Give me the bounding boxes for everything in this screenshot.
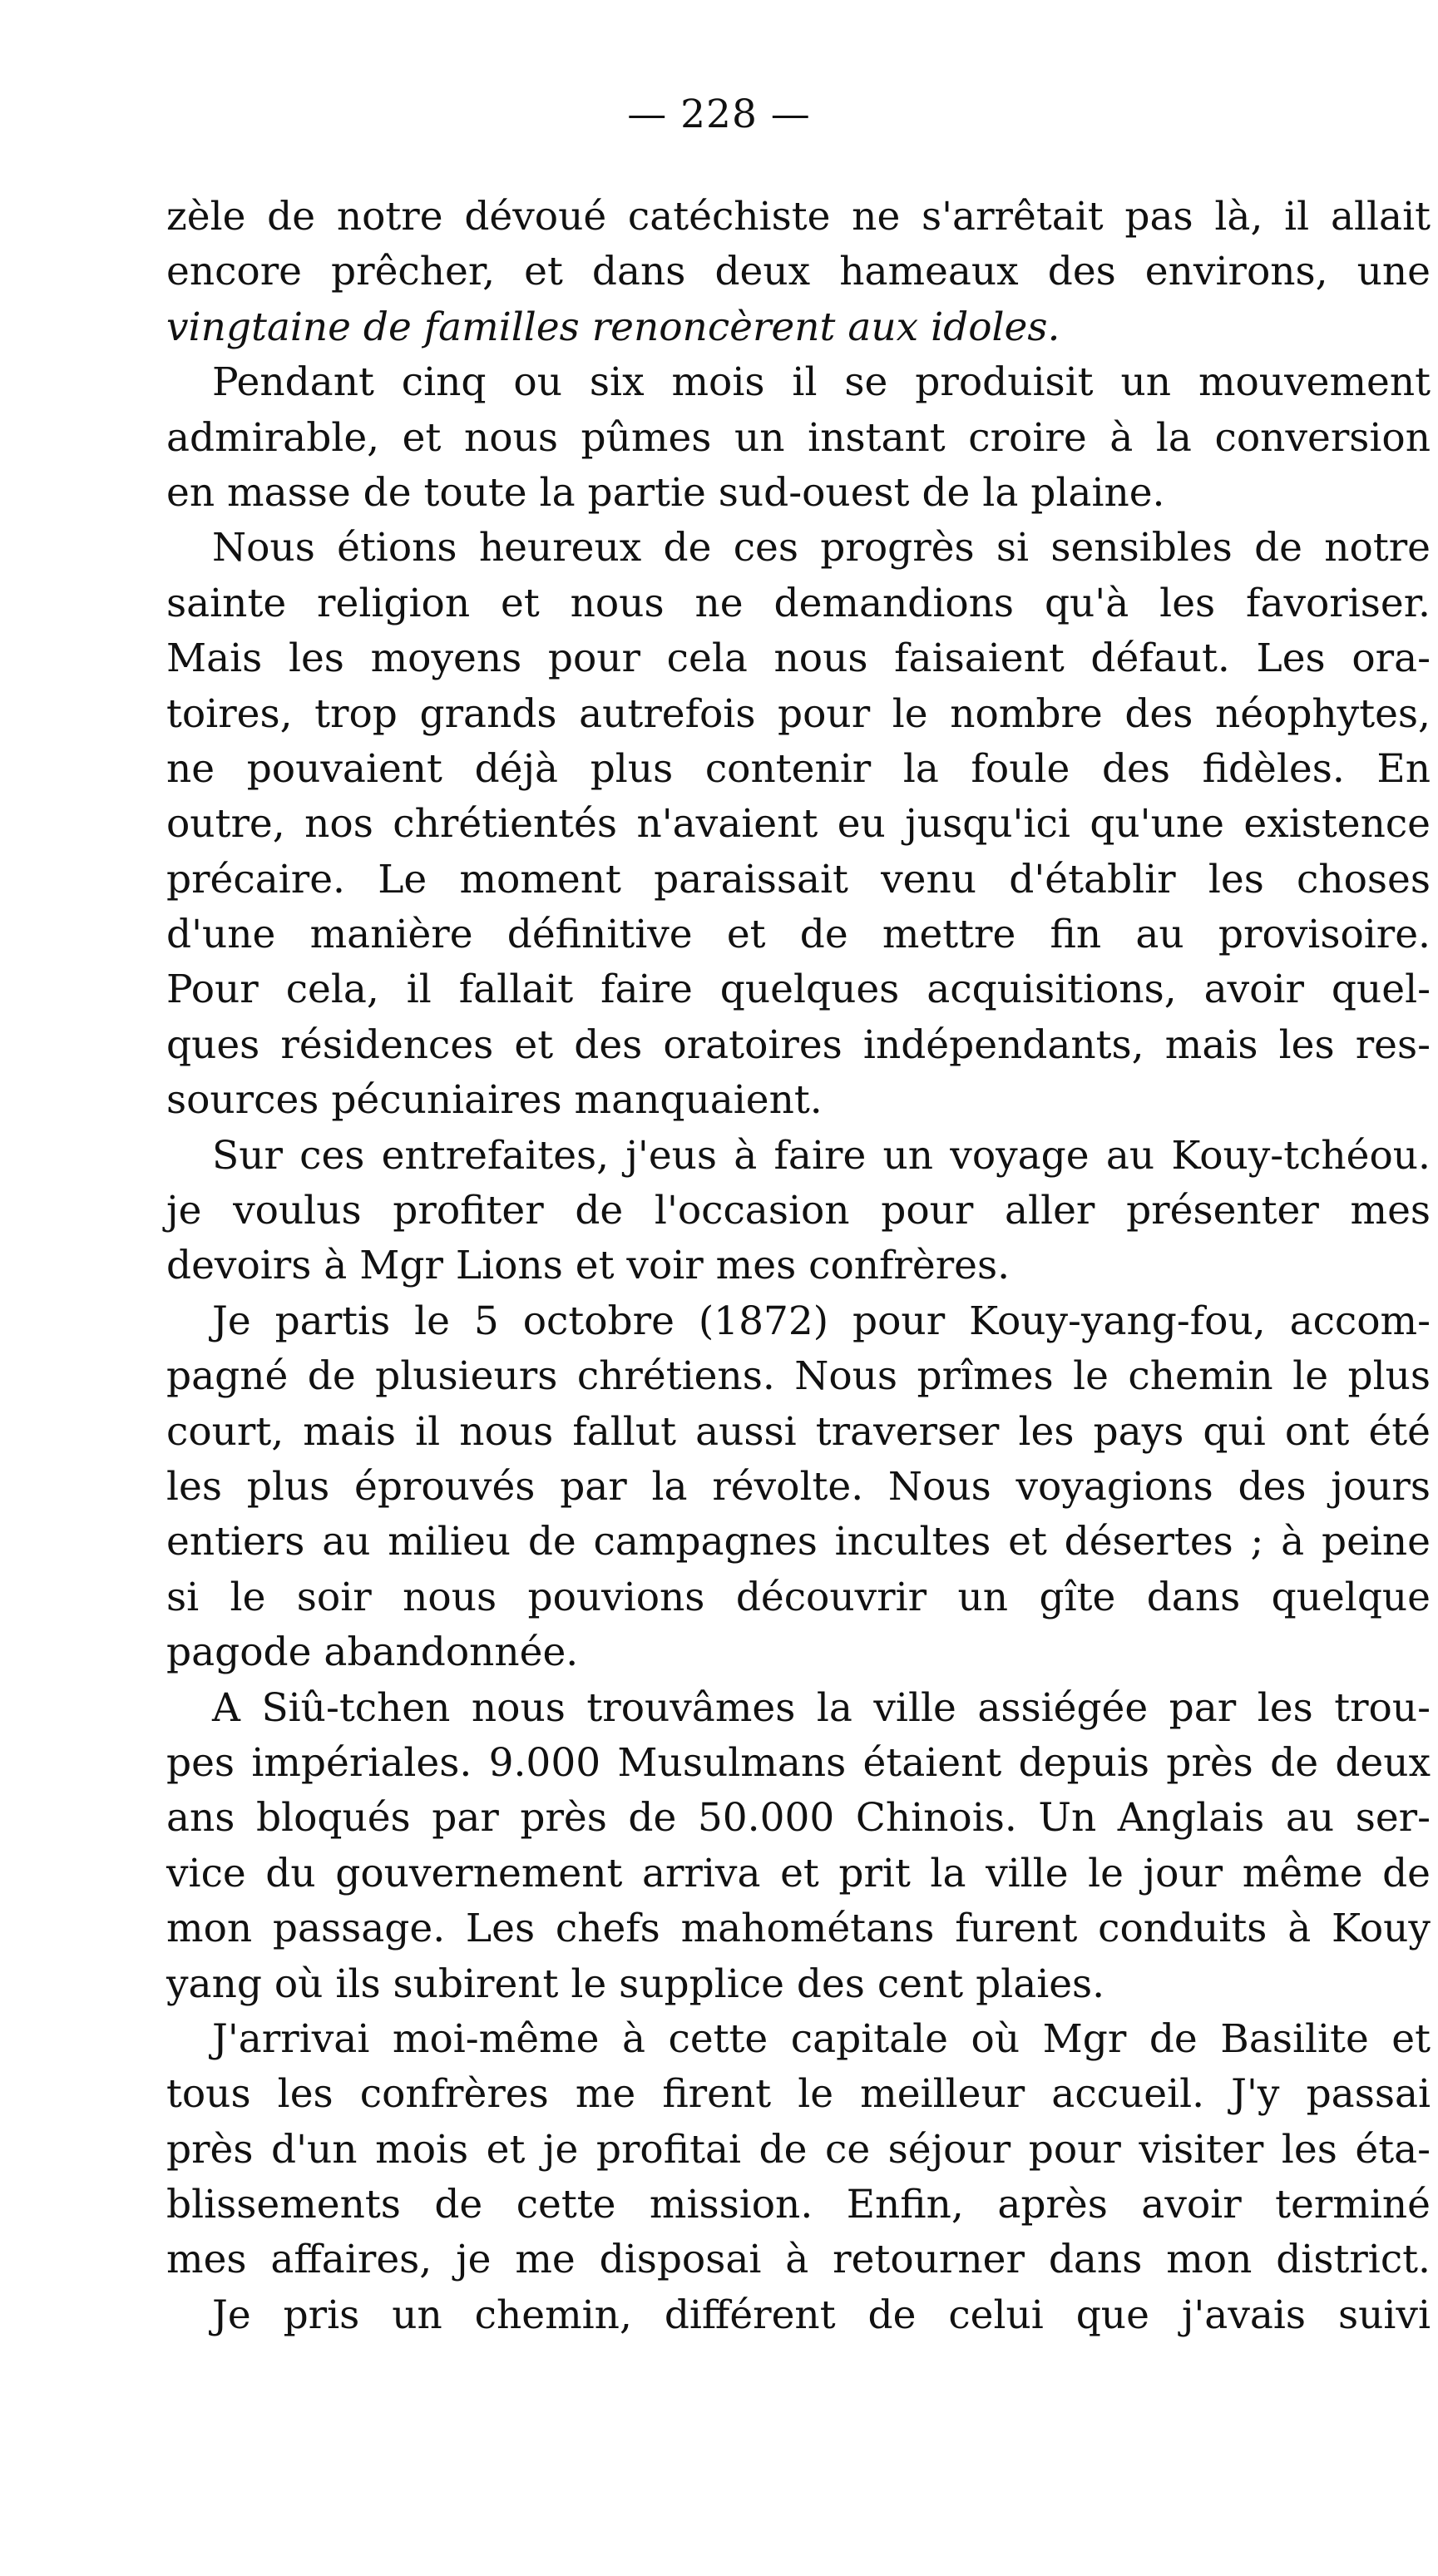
text-line: blissements de cette mission. Enfin, après avoir terminé — [166, 2182, 1431, 2228]
text-line: je voulus profiter de l'occasion pour aller présenter mes — [166, 1188, 1431, 1234]
text-line: Je partis le 5 octobre (1872) pour Kouy-yang-fou, accom- — [212, 1298, 1431, 1344]
text-line: Mais les moyens pour cela nous faisaient défaut. Les ora- — [166, 635, 1431, 682]
text-line: mes affaires, je me disposai à retourner dans mon district. — [166, 2237, 1431, 2283]
text-line: yang où ils subirent le supplice des cent plaies. — [166, 1960, 1105, 2007]
text-line: J'arrivai moi-même à cette capitale où Mgr de Basilite et — [212, 2015, 1431, 2062]
text-line: près d'un mois et je profitai de ce séjour pour visiter les éta- — [166, 2126, 1431, 2173]
text-line: ans bloqués par près de 50.000 Chinois. Un Anglais au ser- — [166, 1795, 1431, 1842]
text-line: vice du gouvernement arriva et prit la ville le jour même de — [166, 1850, 1431, 1896]
text-line: en masse de toute la partie sud-ouest de la plaine. — [166, 469, 1165, 516]
text-line: A Siû-tchen nous trouvâmes la ville assiégée par les trou- — [212, 1684, 1431, 1731]
text-line: vingtaine de familles renoncèrent aux idoles. — [166, 304, 1060, 350]
text-line: Nous étions heureux de ces progrès si sensibles de notre — [212, 525, 1431, 571]
text-line: toires, trop grands autrefois pour le nombre des néophytes, — [166, 690, 1431, 737]
page-number: — 228 — — [627, 91, 811, 137]
text-line: mon passage. Les chefs mahométans furent conduits à Kouy — [166, 1906, 1431, 1952]
text-line: ne pouvaient déjà plus contenir la foule des fidèles. En — [166, 745, 1431, 792]
text-line: pagné de plusieurs chrétiens. Nous prîmes le chemin le plus — [166, 1353, 1431, 1400]
text-line: outre, nos chrétientés n'avaient eu jusqu'ici qu'une existence — [166, 801, 1431, 848]
text-line: entiers au milieu de campagnes incultes et désertes ; à peine — [166, 1519, 1431, 1565]
text-line: ques résidences et des oratoires indépendants, mais les res- — [166, 1021, 1431, 1068]
text-line: zèle de notre dévoué catéchiste ne s'arrêtait pas là, il allait — [166, 194, 1431, 240]
text-line: Pour cela, il fallait faire quelques acquisitions, avoir quel- — [166, 967, 1431, 1013]
text-line: précaire. Le moment paraissait venu d'établir les choses — [166, 856, 1431, 902]
text-line: court, mais il nous fallut aussi traverser les pays qui ont été — [166, 1408, 1431, 1455]
text-line: admirable, et nous pûmes un instant croire à la conversion — [166, 414, 1431, 461]
text-line: tous les confrères me firent le meilleur accueil. J'y passai — [166, 2071, 1431, 2118]
text-line: pes impériales. 9.000 Musulmans étaient depuis près de deux — [166, 1739, 1431, 1786]
text-line: si le soir nous pouvions découvrir un gîte dans quelque — [166, 1574, 1431, 1620]
text-line: devoirs à Mgr Lions et voir mes confrères. — [166, 1243, 1011, 1289]
text-line: Pendant cinq ou six mois il se produisit un mouvement — [212, 359, 1431, 406]
text-line: Sur ces entrefaites, j'eus à faire un voyage au Kouy-tchéou. — [212, 1132, 1431, 1179]
text-line: pagode abandonnée. — [166, 1629, 579, 1676]
text-line: Je pris un chemin, différent de celui que j'avais suivi — [212, 2292, 1431, 2338]
text-line: encore prêcher, et dans deux hameaux des environs, une — [166, 249, 1431, 295]
text-line: sources pécuniaires manquaient. — [166, 1077, 823, 1124]
text-line: sainte religion et nous ne demandions qu'à les favoriser. — [166, 580, 1431, 626]
text-line: d'une manière définitive et de mettre fin au provisoire. — [166, 912, 1431, 958]
body-text — [166, 190, 1431, 2343]
text-line: les plus éprouvés par la révolte. Nous voyagions des jours — [166, 1463, 1431, 1510]
